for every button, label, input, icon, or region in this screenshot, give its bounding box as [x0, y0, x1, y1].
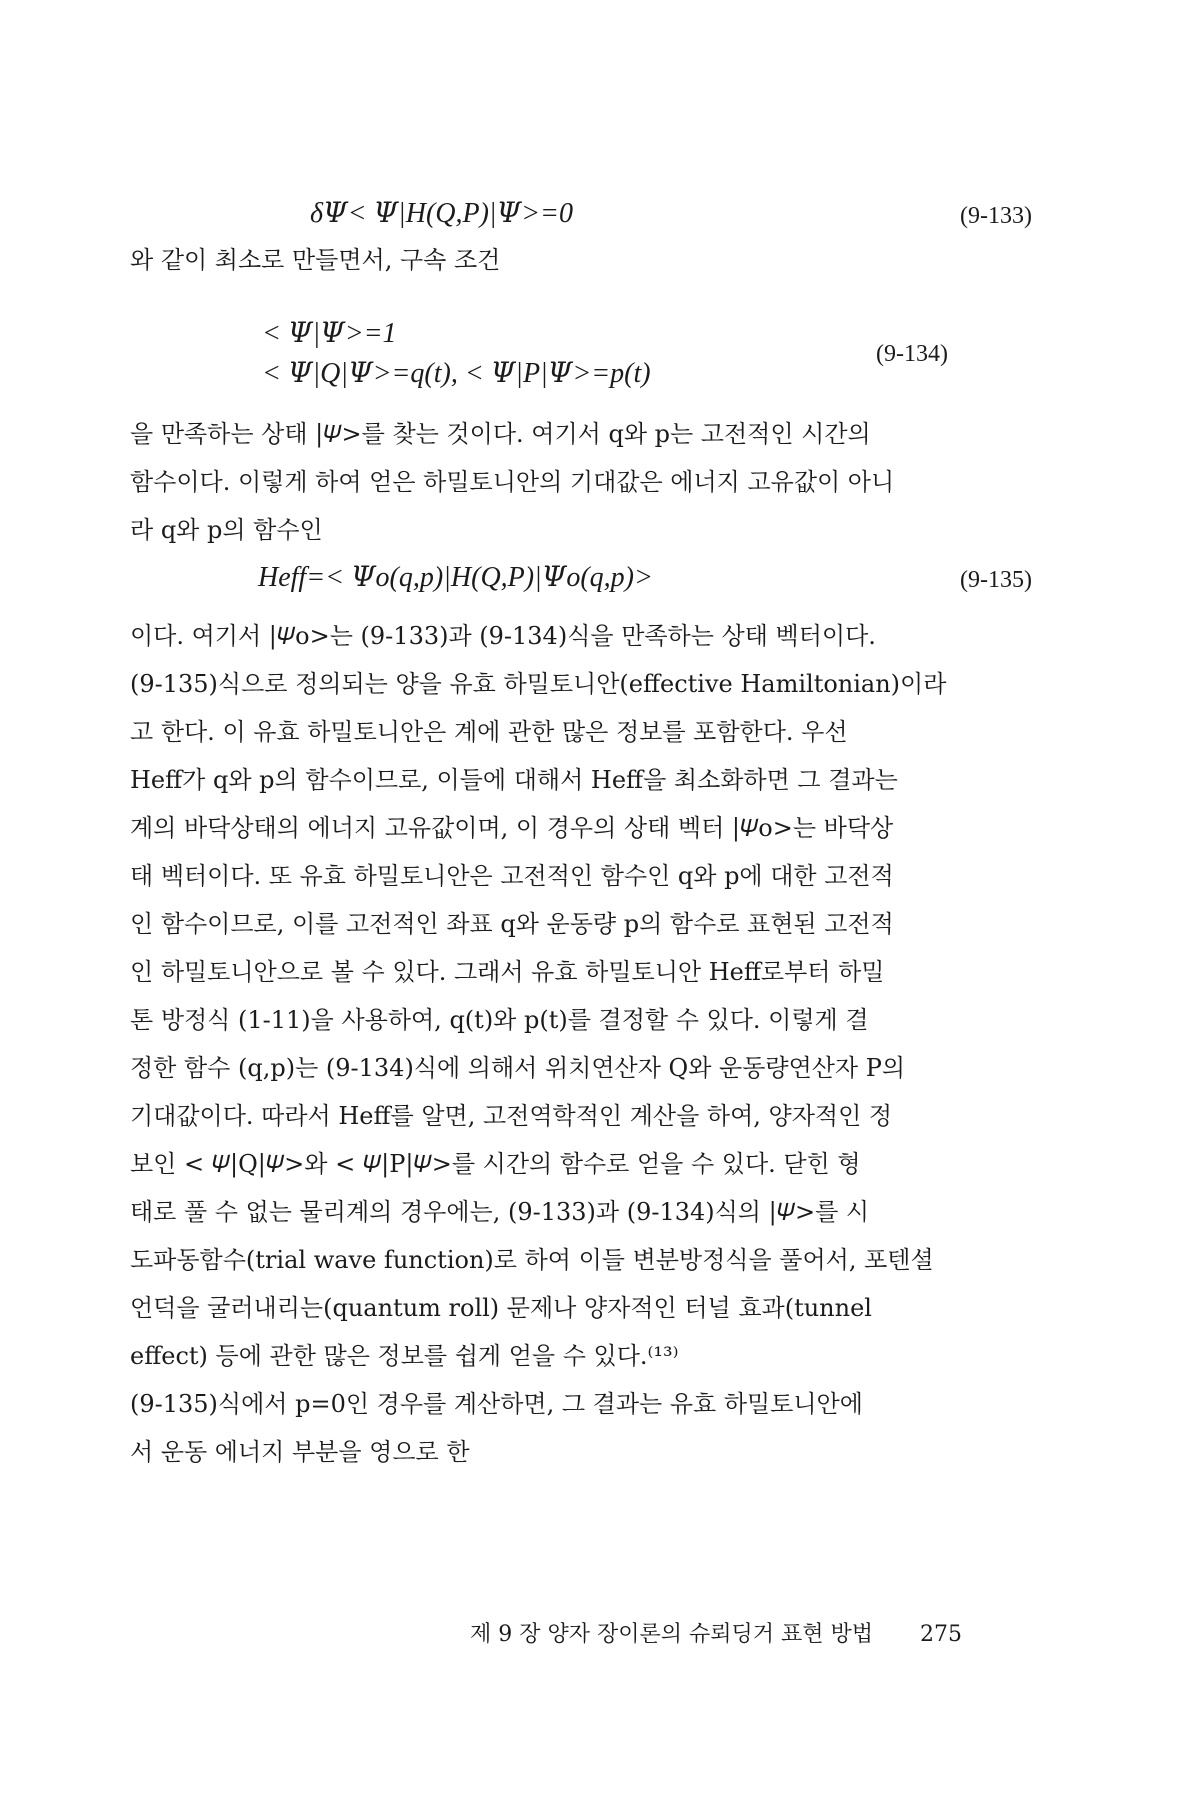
paragraph-constraint-line2: 함수이다. 이렇게 하여 얻은 하밀토니안의 기대값은 에너지 고유값이 아니	[130, 468, 895, 496]
equation-label-9-135: (9-135)	[960, 567, 1032, 593]
paragraph-constraint-line1: 을 만족하는 상태 |𝛹>를 찾는 것이다. 여기서 q와 p는 고전적인 시간의	[130, 420, 871, 448]
paragraph-effective-line3: 고 한다. 이 유효 하밀토니안은 계에 관한 많은 정보를 포함한다. 우선	[130, 718, 848, 746]
paragraph-effective-line11: 기대값이다. 따라서 Heff를 알면, 고전역학적인 계산을 하여, 양자적인 정	[130, 1102, 893, 1130]
equation-label-9-133: (9-133)	[960, 203, 1032, 229]
paragraph-effective-line9: 톤 방정식 (1-11)을 사용하여, q(t)와 p(t)를 결정할 수 있다. 이렇게 결	[130, 1006, 869, 1034]
paragraph-effective-line7: 인 함수이므로, 이를 고전적인 좌표 q와 운동량 p의 함수로 표현된 고전적	[130, 910, 894, 938]
paragraph-intro: 와 같이 최소로 만들면서, 구속 조건	[130, 246, 501, 274]
paragraph-kinetic-line2: 서 운동 에너지 부분을 영으로 한	[130, 1438, 470, 1466]
paragraph-effective-line12: 보인 < 𝛹|Q|𝛹>와 < 𝛹|P|𝛹>를 시간의 함수로 얻을 수 있다. 닫힌 형	[130, 1150, 861, 1178]
equation-label-9-134: (9-134)	[876, 341, 948, 367]
paragraph-effective-line10: 정한 함수 (q,p)는 (9-134)식에 의해서 위치연산자 Q와 운동량연산자 P의	[130, 1054, 906, 1082]
paragraph-effective-line5: 계의 바닥상태의 에너지 고유값이며, 이 경우의 상태 벡터 |𝛹o>는 바닥상	[130, 814, 894, 842]
paragraph-effective-line2: (9-135)식으로 정의되는 양을 유효 하밀토니안(effective Hamiltonian)이라	[130, 670, 947, 698]
paragraph-kinetic-line1: (9-135)식에서 p=0인 경우를 계산하면, 그 결과는 유효 하밀토니안에	[130, 1390, 863, 1418]
paragraph-effective-line15: 언덕을 굴러내리는(quantum roll) 문제나 양자적인 터널 효과(tunnel	[130, 1294, 872, 1322]
equation-9-134-line1: < 𝛹|𝛹>=1	[262, 318, 397, 349]
paragraph-effective-line16: effect) 등에 관한 많은 정보를 쉽게 얻을 수 있다.⁽¹³⁾	[130, 1342, 679, 1370]
equation-9-134-line2: < 𝛹|Q|𝛹>=q(t), < 𝛹|P|𝛹>=p(t)	[262, 358, 651, 389]
paragraph-effective-line4: Heff가 q와 p의 함수이므로, 이들에 대해서 Heff을 최소화하면 그 결과는	[130, 766, 898, 794]
paragraph-constraint-line3: 라 q와 p의 함수인	[130, 516, 323, 544]
paragraph-effective-line6: 태 벡터이다. 또 유효 하밀토니안은 고전적인 함수인 q와 p에 대한 고전적	[130, 862, 894, 890]
running-footer-chapter: 제 9 장 양자 장이론의 슈뢰딩거 표현 방법	[470, 1622, 873, 1647]
equation-9-133: δ𝛹< 𝛹|H(Q,P)|𝛹>=0	[310, 198, 573, 229]
paragraph-effective-line14: 도파동함수(trial wave function)로 하여 이들 변분방정식을 풀어서, 포텐셜	[130, 1246, 934, 1274]
paragraph-effective-line1: 이다. 여기서 |𝛹o>는 (9-133)과 (9-134)식을 만족하는 상태 벡터이다.	[130, 622, 876, 650]
paragraph-effective-line8: 인 하밀토니안으로 볼 수 있다. 그래서 유효 하밀토니안 Heff로부터 하밀	[130, 958, 885, 986]
equation-9-135: Heff=< 𝛹o(q,p)|H(Q,P)|𝛹o(q,p)>	[258, 562, 653, 593]
paragraph-effective-line13: 태로 풀 수 없는 물리계의 경우에는, (9-133)과 (9-134)식의 |𝛹>를 시	[130, 1198, 870, 1226]
page-number: 275	[920, 1622, 962, 1647]
